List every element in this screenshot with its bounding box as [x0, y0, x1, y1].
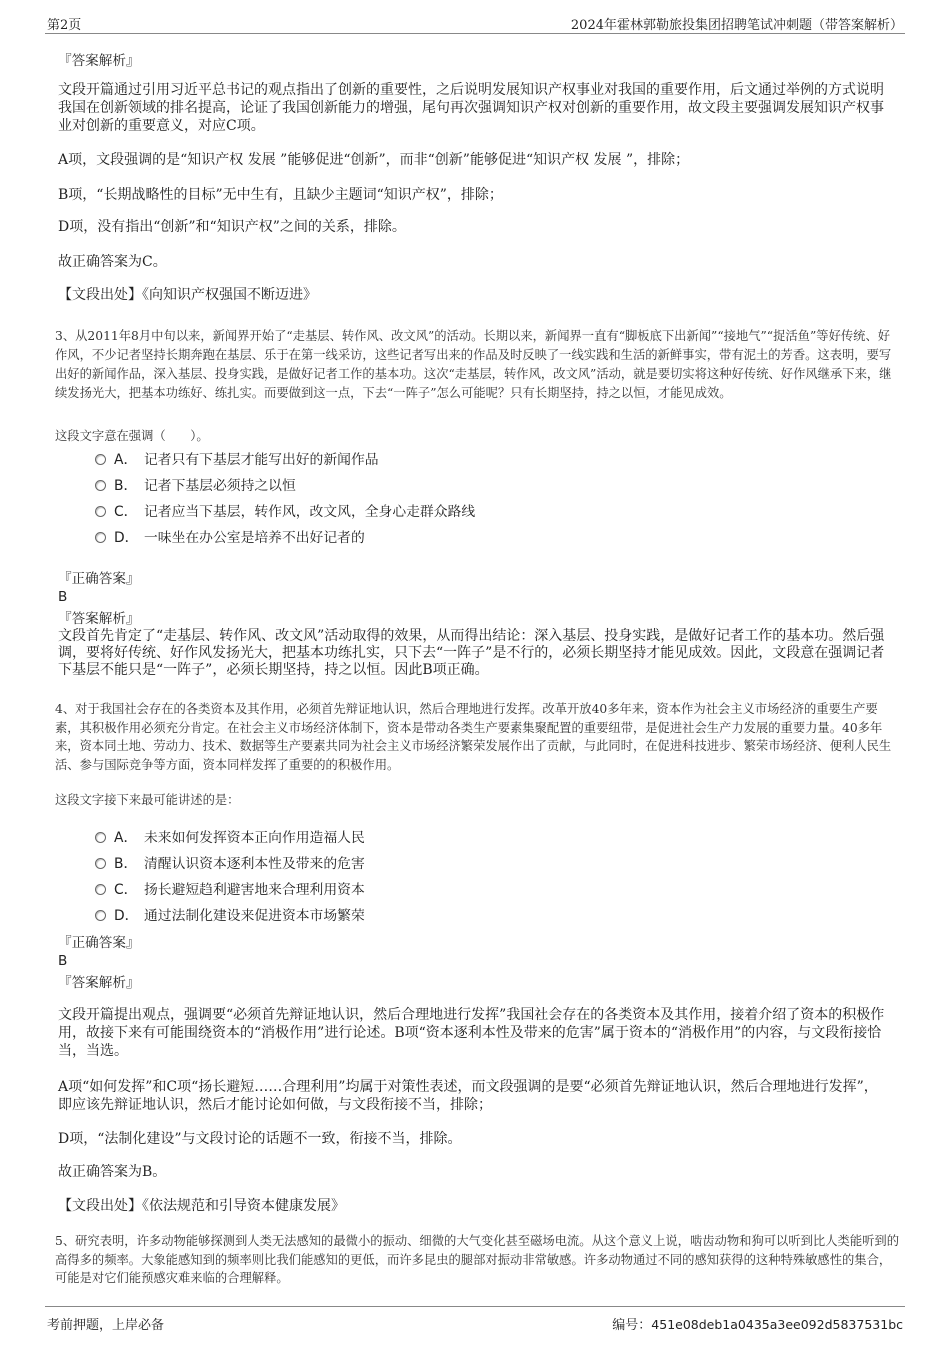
- q3-option-d[interactable]: D． 一味坐在办公室是培养不出好记者的: [95, 528, 365, 548]
- radio-icon[interactable]: [95, 832, 106, 843]
- q3-answer-label: 『正确答案』: [58, 571, 140, 587]
- radio-icon[interactable]: [95, 480, 106, 491]
- footer-motto: 考前押题，上岸必备: [47, 1318, 165, 1333]
- q3-option-c[interactable]: C． 记者应当下基层，转作风，改文风，全身心走群众路线: [95, 502, 475, 522]
- q4-point-d: D项，“法制化建设”与文段讨论的话题不一致，衔接不当，排除。: [58, 1131, 462, 1147]
- q4-answer-label: 『正确答案』: [58, 935, 140, 951]
- page-header: [45, 12, 905, 34]
- page-footer: [45, 1306, 905, 1334]
- q3-stem: 3、从2011年8月中旬以来，新闻界开始了“走基层、转作风、改文风”的活动。长期以来，新闻界一直有“脚板底下出新闻”“接地气”“捉活鱼”等好传统、好作风，不少记者坚持长期奔跑在基层、乐于在第一线采访，这些记者写出来的作品及时反映了一线实践和生活的新鲜事实，带有泥土的芳香。这表明，要写出好的新闻作品，深入基层、投身实践，是做好记者工作的基本功。这次“走基层，转作风，改文风”活动，就是要切实将这种好传统、好作风继承下来，继续发扬光大，把基本功练好、练扎实。而要做到这一点，下去“一阵子”怎么可能呢？只有长期坚持，持之以恒，才能见成效。: [55, 329, 892, 400]
- document-title: 2024年霍林郭勒旅投集团招聘笔试冲刺题（带答案解析）: [570, 18, 903, 33]
- document-code: 编号：451e08deb1a0435a3ee092d5837531bc: [612, 1317, 903, 1333]
- q3-option-b[interactable]: B． 记者下基层必须持之以恒: [95, 476, 296, 496]
- q4-option-a[interactable]: A． 未来如何发挥资本正向作用造福人民: [95, 828, 365, 848]
- q4-point-ac: A项“如何发挥”和C项“扬长避短……合理利用”均属于对策性表述，而文段强调的是要“必须首先辩证地认识，然后合理地进行发挥”，即应该先辩证地认识，然后才能讨论如何做，与文段衔接不当，排除；: [58, 1079, 878, 1113]
- q3-analysis-text: 文段首先肯定了“走基层、转作风、改文风”活动取得的效果，从而得出结论：深入基层、投身实践，是做好记者工作的基本功。然后强调，要将好传统、好作风发扬光大，把基本功练扎实，只下去“一阵子”是不行的，必须长期坚持才能见成效。因此，文段意在强调记者下基层不能只是“一阵子”，必须长期坚持，持之以恒。因此B项正确。: [58, 628, 885, 678]
- q2-point-b: B项，“长期战略性的目标”无中生有，且缺少主题词“知识产权”，排除；: [58, 187, 503, 203]
- q2-analysis-text: 文段开篇通过引用习近平总书记的观点指出了创新的重要性，之后说明发展知识产权事业对我国的重要作用，后文通过举例的方式说明我国在创新领域的排名提高，论证了我国创新能力的增强，尾句再次强调知识产权对创新的重要作用，故文段主要强调发展知识产权事业对创新的重要意义，对应C项。: [58, 82, 884, 134]
- q3-option-a[interactable]: A． 记者只有下基层才能写出好的新闻作品: [95, 450, 379, 470]
- q4-answer: B: [58, 953, 68, 969]
- radio-icon[interactable]: [95, 506, 106, 517]
- radio-icon[interactable]: [95, 858, 106, 869]
- q4-analysis-text: 文段开篇提出观点，强调要“必须首先辩证地认识，然后合理地进行发挥”我国社会存在的各类资本及其作用，接着介绍了资本的积极作用，故接下来有可能围绕资本的“消极作用”进行论述。B项“资本逐利本性及带来的危害”属于资本的“消极作用”的内容，与文段衔接恰当，当选。: [58, 1007, 885, 1059]
- q2-conclusion: 故正确答案为C。: [58, 254, 167, 270]
- q2-analysis-label: 『答案解析』: [58, 53, 140, 69]
- q2-point-d: D项，没有指出“创新”和“知识产权”之间的关系，排除。: [58, 219, 406, 235]
- q4-option-c[interactable]: C． 扬长避短趋利避害地来合理利用资本: [95, 880, 365, 900]
- radio-icon[interactable]: [95, 454, 106, 465]
- q5-stem: 5、研究表明，许多动物能够探测到人类无法感知的最微小的振动、细微的大气变化甚至磁场电流。从这个意义上说，啮齿动物和狗可以听到比人类能听到的高得多的频率。大象能感知到的频率则比我们能感知的更低，而许多昆虫的腿部对振动非常敏感。许多动物通过不同的感知获得的这种特殊敏感性的集合，可能是对它们能预感灾难来临的合理解释。: [55, 1234, 900, 1285]
- q4-analysis-label: 『答案解析』: [58, 975, 140, 991]
- q3-analysis-label: 『答案解析』: [58, 611, 140, 627]
- q2-point-a: A项，文段强调的是“知识产权 发展 ”能够促进“创新”，而非“创新”能够促进“知识产权 发展 ”，排除；: [58, 152, 690, 168]
- q4-option-b[interactable]: B． 清醒认识资本逐利本性及带来的危害: [95, 854, 365, 874]
- q4-option-d[interactable]: D． 通过法制化建设来促进资本市场繁荣: [95, 906, 365, 926]
- radio-icon[interactable]: [95, 910, 106, 921]
- radio-icon[interactable]: [95, 532, 106, 543]
- q4-conclusion: 故正确答案为B。: [58, 1164, 167, 1180]
- page-number: 第2页: [47, 18, 82, 33]
- q2-source: 【文段出处】《向知识产权强国不断迈进》: [58, 287, 317, 303]
- q4-stem: 4、对于我国社会存在的各类资本及其作用，必须首先辩证地认识，然后合理地进行发挥。改革开放40多年来，资本作为社会主义市场经济的重要生产要素，其积极作用必须充分肯定。在社会主义市场经济体制下，资本是带动各类生产要素集聚配置的重要纽带，是促进社会生产力发展的重要力量。40多年来，资本同土地、劳动力、技术、数据等生产要素共同为社会主义市场经济繁荣发展作出了贡献，与此同时，在促进科技进步、繁荣市场经济、便利人民生活、参与国际竞争等方面，资本同样发挥了重要的的积极作用。: [55, 702, 892, 772]
- q4-source: 【文段出处】《依法规范和引导资本健康发展》: [58, 1198, 345, 1214]
- radio-icon[interactable]: [95, 884, 106, 895]
- q4-question: 这段文字接下来最可能讲述的是：: [55, 793, 240, 807]
- q3-question: 这段文字意在强调（ ）。: [55, 429, 209, 443]
- q3-answer: B: [58, 589, 68, 605]
